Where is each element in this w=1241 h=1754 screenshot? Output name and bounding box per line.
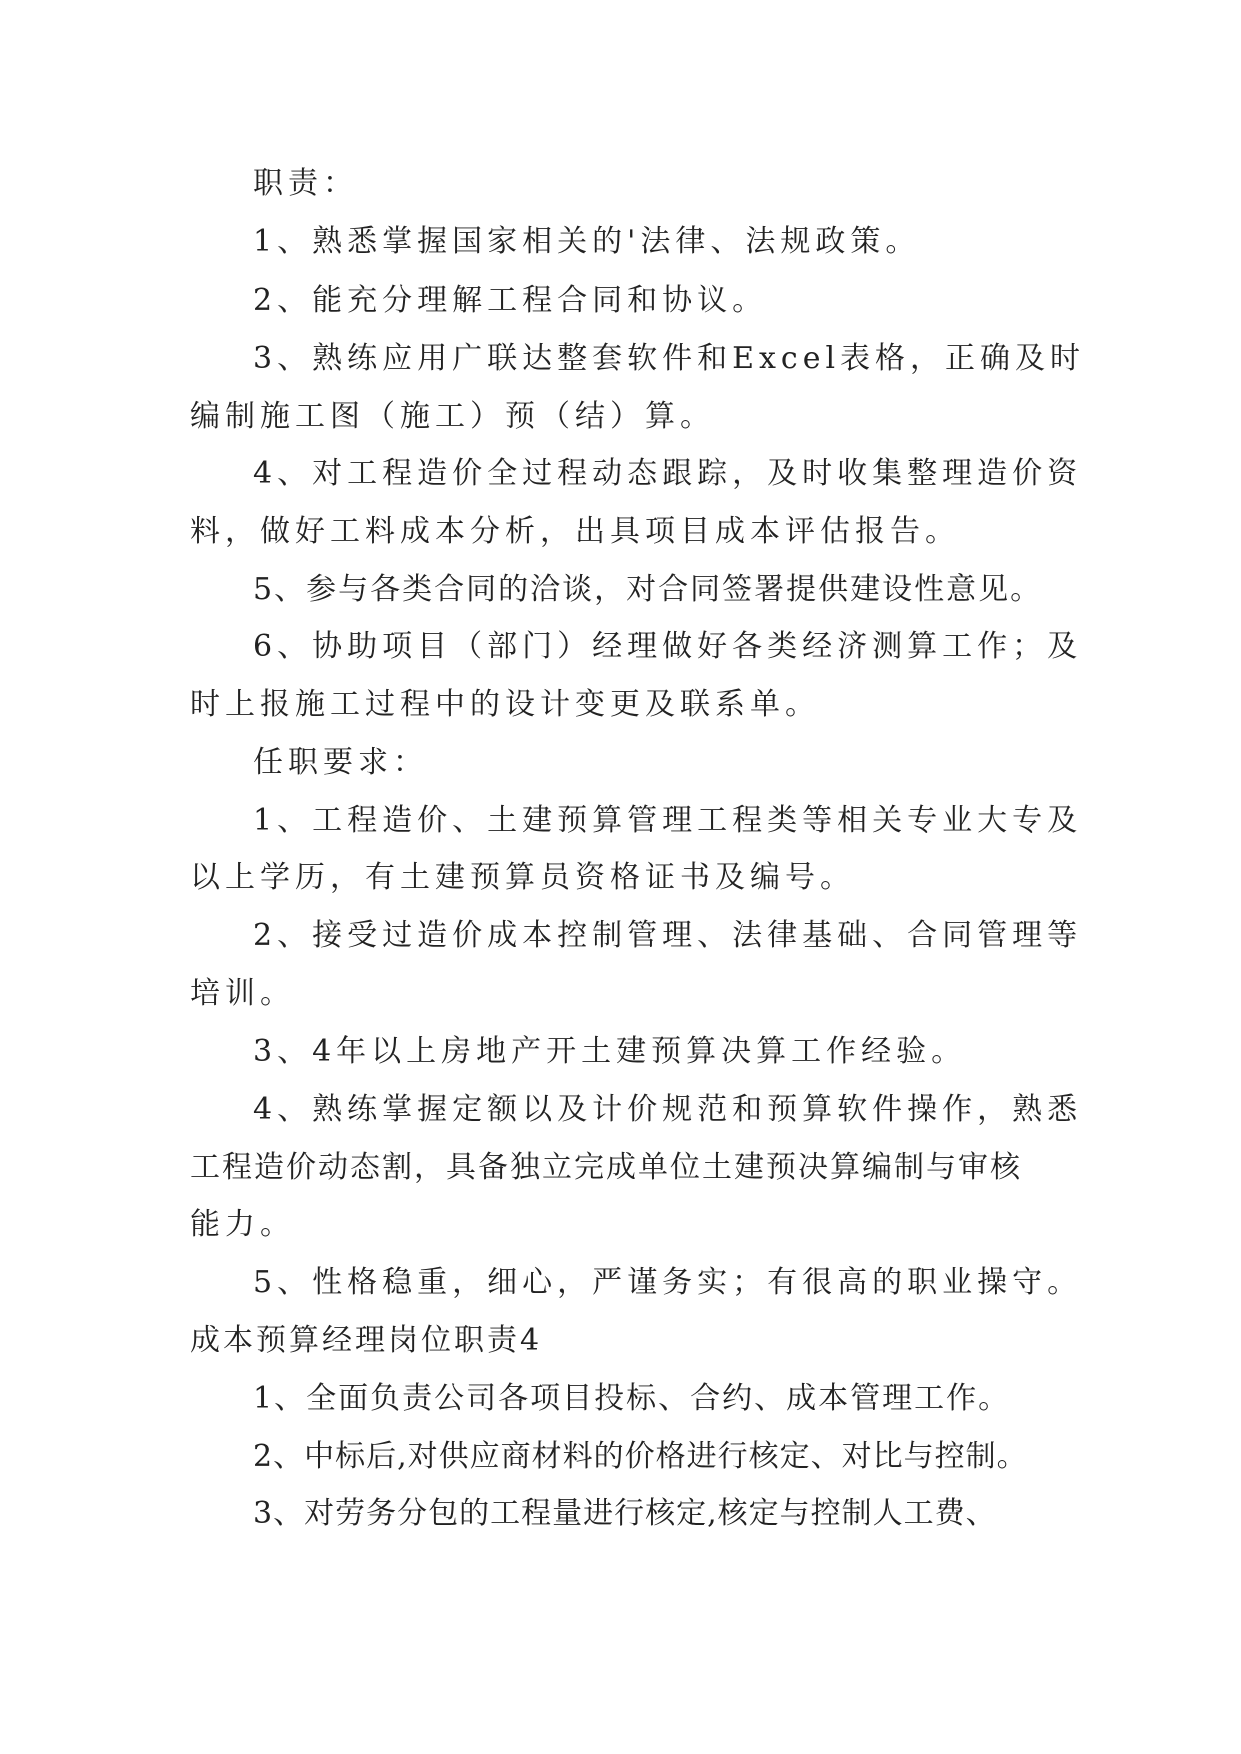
paragraph-line: 3、熟练应用广联达整套软件和Excel表格，正确及时 (253, 341, 1086, 376)
paragraph-line: 6、协助项目（部门）经理做好各类经济测算工作；及 (253, 629, 1083, 664)
paragraph-line: 料，做好工料成本分析，出具项目成本评估报告。 (190, 514, 960, 549)
paragraph-line: 培训。 (190, 976, 295, 1011)
paragraph-line: 时上报施工过程中的设计变更及联系单。 (190, 687, 820, 722)
paragraph-line: 2、中标后,对供应商材料的价格进行核定、对比与控制。 (253, 1439, 1028, 1474)
paragraph-line: 1、全面负责公司各项目投标、合约、成本管理工作。 (253, 1381, 1011, 1416)
section-title: 成本预算经理岗位职责4 (190, 1323, 543, 1358)
paragraph-line: 4、熟练掌握定额以及计价规范和预算软件操作，熟悉 (253, 1092, 1083, 1127)
paragraph-line: 1、工程造价、土建预算管理工程类等相关专业大专及 (253, 803, 1083, 838)
heading-requirements: 任职要求： (253, 745, 428, 780)
paragraph-line: 2、能充分理解工程合同和协议。 (253, 283, 768, 318)
paragraph-line: 5、参与各类合同的洽谈，对合同签署提供建设性意见。 (253, 572, 1043, 607)
paragraph-line: 能力。 (190, 1207, 295, 1242)
paragraph-line: 3、对劳务分包的工程量进行核定,核定与控制人工费、 (253, 1496, 997, 1531)
heading-responsibilities: 职责： (253, 166, 358, 201)
paragraph-line: 以上学历，有土建预算员资格证书及编号。 (190, 860, 855, 895)
paragraph-line: 1、熟悉掌握国家相关的'法律、法规政策。 (253, 224, 921, 259)
paragraph-line: 工程造价动态割，具备独立完成单位土建预决算编制与审核 (190, 1150, 1022, 1185)
paragraph-line: 编制施工图（施工）预（结）算。 (190, 399, 715, 434)
paragraph-line: 4、对工程造价全过程动态跟踪，及时收集整理造价资 (253, 456, 1083, 491)
paragraph-line: 5、性格稳重，细心，严谨务实；有很高的职业操守。 (253, 1265, 1083, 1300)
paragraph-line: 3、4年以上房地产开土建预算决算工作经验。 (253, 1034, 967, 1069)
paragraph-line: 2、接受过造价成本控制管理、法律基础、合同管理等 (253, 918, 1083, 953)
